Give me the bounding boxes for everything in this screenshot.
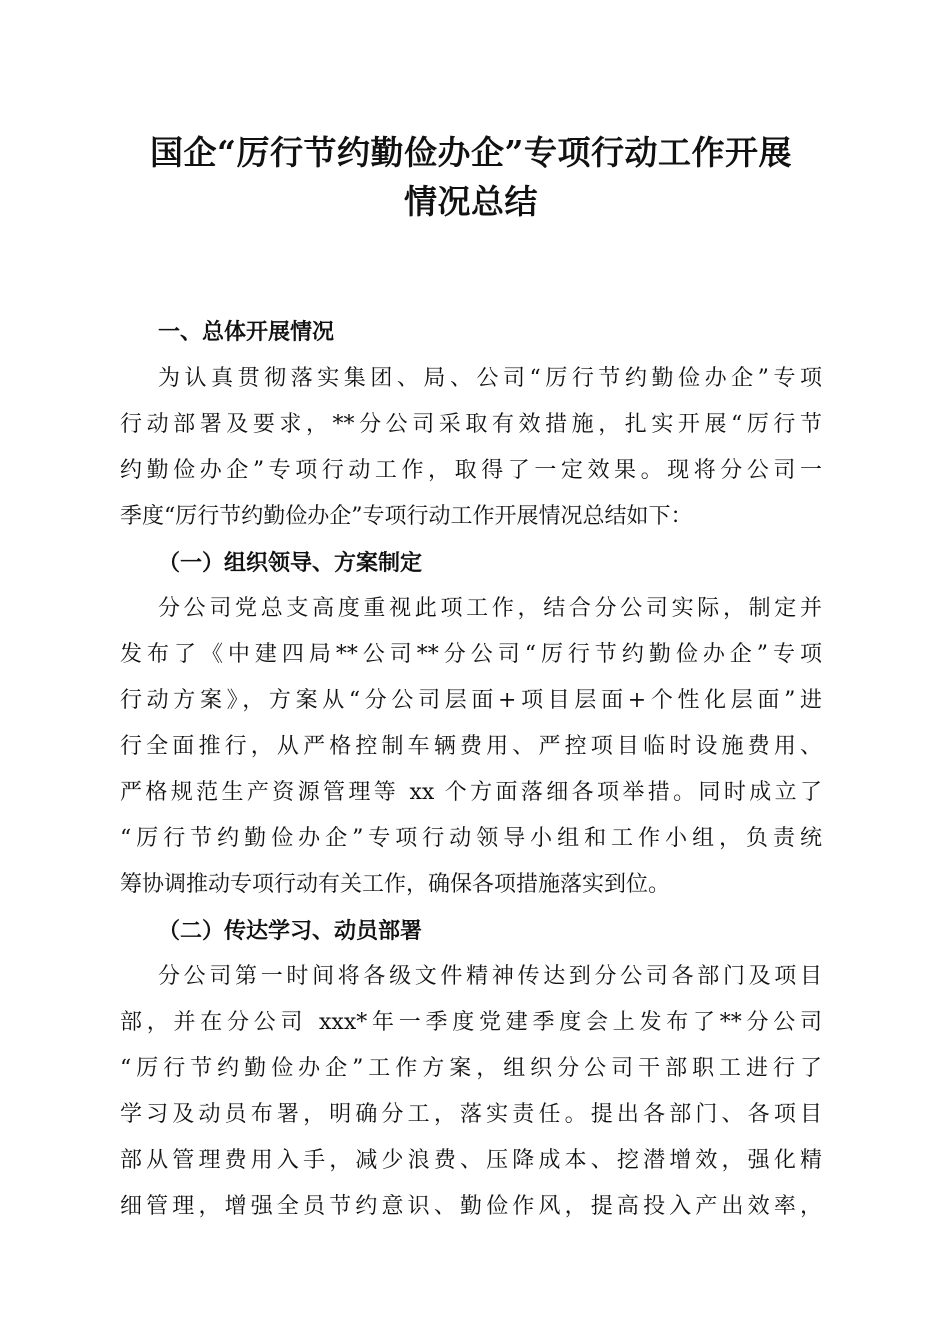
organization-paragraph [120,586,822,908]
paragraph-line: 细管理，增强全员节约意识、勤俭作风，提高投入产出效率， [120,1194,822,1219]
section-heading-overall: 一、总体开展情况 [158,320,335,345]
paragraph-line: 季度“厉行节约勤俭办企”专项行动工作开展情况总结如下： [120,504,693,529]
paragraph-line: 部，并在分公司 xxx*年一季度党建季度会上发布了**分公司 [120,1010,822,1035]
paragraph-line: “厉行节约勤俭办企”工作方案，组织分公司干部职工进行了 [120,1056,822,1081]
paragraph-line: 为认真贯彻落实集团、局、公司“厉行节约勤俭办企”专项 [158,366,822,391]
paragraph-line: 行动部署及要求，**分公司采取有效措施，扎实开展“厉行节 [120,412,822,437]
paragraph-line: 行全面推行，从严格控制车辆费用、严控项目临时设施费用、 [120,734,822,759]
paragraph-line: 部从管理费用入手，减少浪费、压降成本、挖潜增效，强化精 [120,1148,822,1173]
mobilization-paragraph [120,954,822,1230]
paragraph-line: 发布了《中建四局**公司**分公司“厉行节约勤俭办企”专项 [120,642,822,667]
title-line-2: 情况总结 [404,182,538,221]
document-title [120,128,822,226]
paragraph-line: 筹协调推动专项行动有关工作，确保各项措施落实到位。 [120,872,671,897]
paragraph-line: 约勤俭办企”专项行动工作，取得了一定效果。现将分公司一 [120,458,822,483]
subsection-heading-mobilization: （二）传达学习、动员部署 [158,918,423,944]
paragraph-line: 严格规范生产资源管理等 xx 个方面落细各项举措。同时成立了 [120,780,822,805]
paragraph-line: 学习及动员布署，明确分工，落实责任。提出各部门、各项目 [120,1102,822,1127]
intro-paragraph [120,356,822,540]
paragraph-line: 分公司党总支高度重视此项工作，结合分公司实际，制定并 [158,596,822,621]
paragraph-line: 行动方案》，方案从“分公司层面+项目层面+个性化层面”进 [120,688,822,713]
title-line-1: 国企“厉行节约勤俭办企”专项行动工作开展 [150,133,792,172]
subsection-heading-organization: （一）组织领导、方案制定 [158,550,423,576]
paragraph-line: “厉行节约勤俭办企”专项行动领导小组和工作小组，负责统 [120,826,822,851]
paragraph-line: 分公司第一时间将各级文件精神传达到分公司各部门及项目 [158,964,822,989]
document-page [120,128,822,1230]
